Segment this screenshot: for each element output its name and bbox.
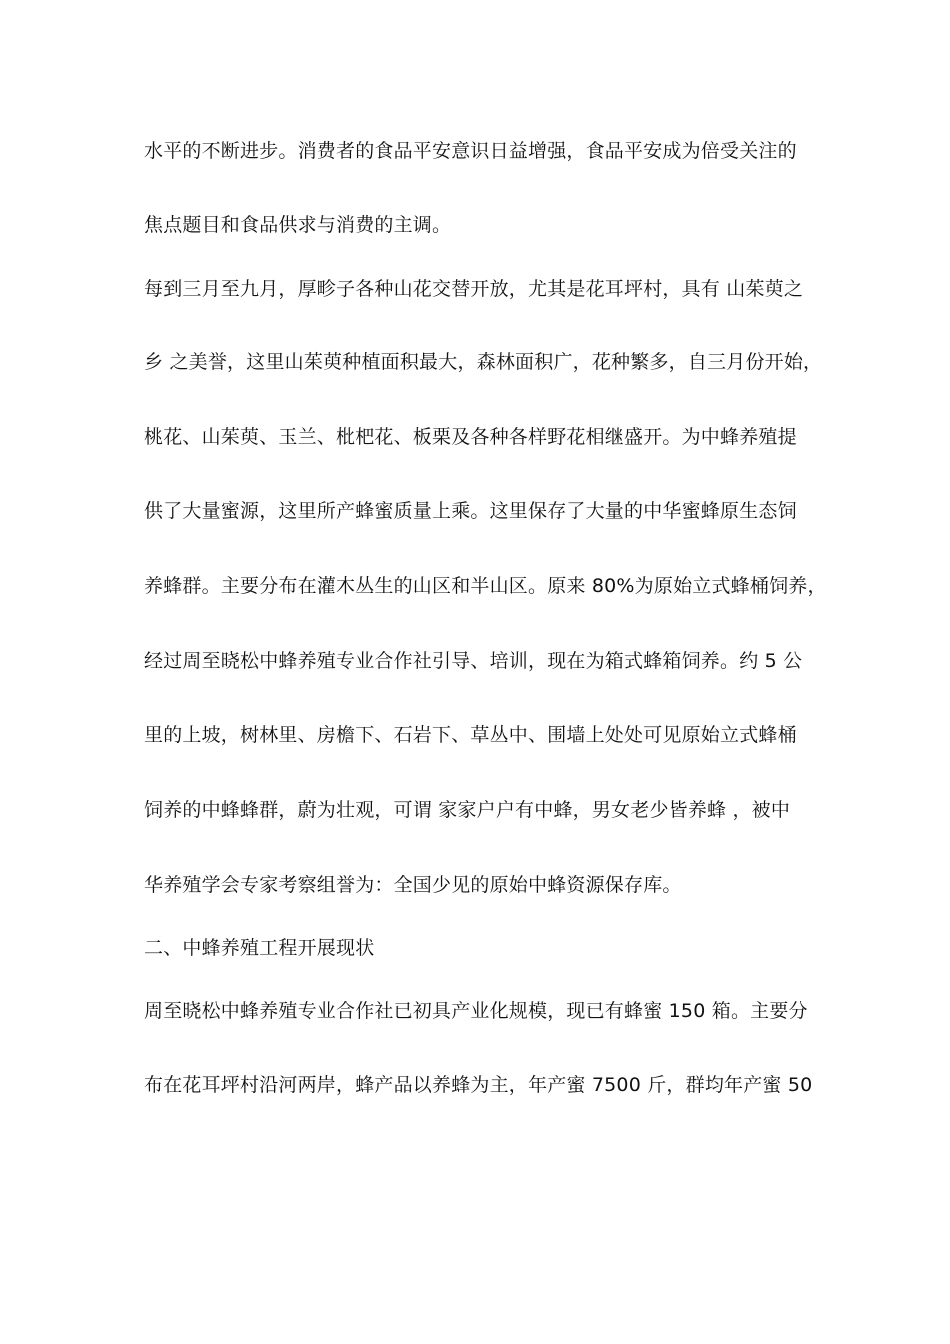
- text-line-10: 饲养的中蜂蜂群，蔚为壮观，可谓 家家户户有中蜂，男女老少皆养蜂 ，被中: [144, 799, 791, 821]
- text-line-9: 里的上坡，树林里、房檐下、石岩下、草丛中、围墙上处处可见原始立式蜂桶: [144, 724, 797, 746]
- text-line-3: 每到三月至九月，厚畛子各种山花交替开放，尤其是花耳坪村，具有 山茱萸之: [144, 278, 804, 300]
- text-line-11: 华养殖学会专家考察组誉为：全国少见的原始中蜂资源保存库。: [144, 874, 682, 896]
- text-line-8: 经过周至晓松中蜂养殖专业合作社引导、培训，现在为箱式蜂箱饲养。约 5 公: [144, 650, 803, 672]
- text-line-1: 水平的不断进步。消费者的食品平安意识日益增强，食品平安成为倍受关注的: [144, 140, 797, 162]
- text-line-14: 布在花耳坪村沿河两岸，蜂产品以养蜂为主，年产蜜 7500 斤，群均年产蜜 50: [144, 1074, 813, 1096]
- text-line-4: 乡 之美誉，这里山茱萸种植面积最大，森林面积广，花种繁多，自三月份开始，: [144, 351, 823, 373]
- text-line-5: 桃花、山茱萸、玉兰、枇杷花、板栗及各种各样野花相继盛开。为中蜂养殖提: [144, 426, 797, 448]
- text-line-13: 周至晓松中蜂养殖专业合作社已初具产业化规模，现已有蜂蜜 150 箱。主要分: [144, 1000, 808, 1022]
- text-line-2: 焦点题目和食品供求与消费的主调。: [144, 214, 452, 236]
- section-heading: 二、中蜂养殖工程开展现状: [144, 937, 375, 959]
- text-line-7: 养蜂群。主要分布在灌木丛生的山区和半山区。原来 80%为原始立式蜂桶饲养，: [144, 575, 827, 597]
- text-line-6: 供了大量蜜源，这里所产蜂蜜质量上乘。这里保存了大量的中华蜜蜂原生态饲: [144, 500, 797, 522]
